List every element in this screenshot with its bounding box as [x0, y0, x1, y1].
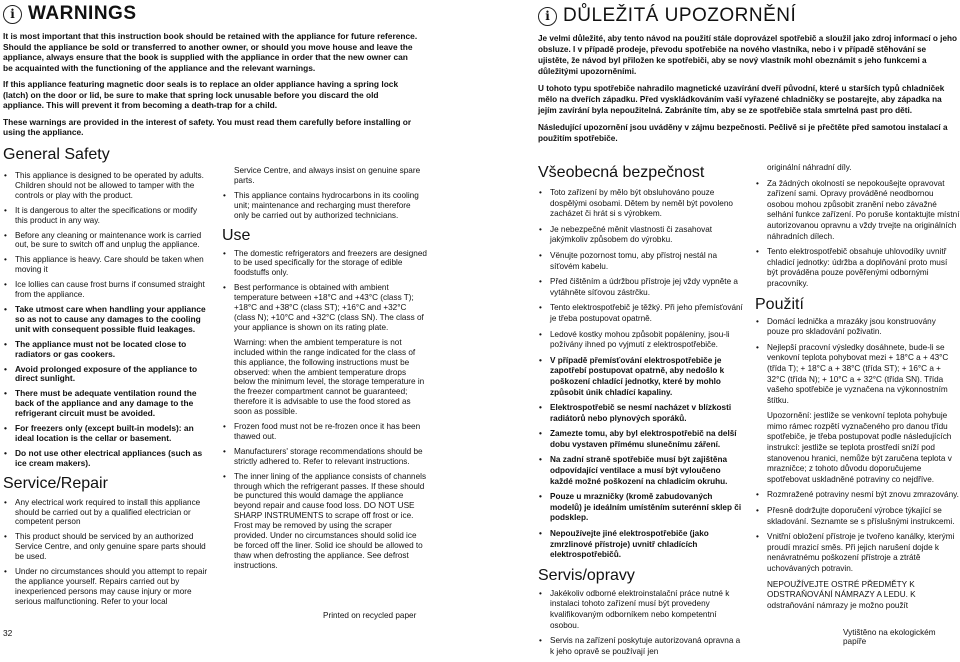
list-item: • Za žádných okolností se nepokoušejte opravovat zařízení sami. Opravy prováděné neodbornou osobou mohou způsobit zranění nebo závažné selhání funkce zařízení. Po poruše kontaktujte místní autorizovanou opravnu a vždy trvejte na originálních náhradních dílech. [755, 179, 960, 243]
list-item: • Zamezte tomu, aby byl elektrospotřebič na delší dobu vystaven přímému slunečnímu záření. [538, 429, 743, 450]
list-item: • For freezers only (except built-in models): an ideal location is the cellar or basement. [3, 424, 208, 444]
right-page [505, 0, 960, 656]
left-column-1 [3, 145, 208, 612]
list-item: • Tento elektrospotřebič obsahuje uhlovodíky uvnitř chladicí jednotky: údržba a doplňování proto musí být prováděna pouze pověřenými odbornými pracovníky. [755, 247, 960, 289]
page-number: 32 [3, 628, 13, 638]
use-heading: Use [222, 226, 251, 244]
use-list [222, 249, 427, 333]
list-item: • It is dangerous to alter the specifications or modify this product in any way. [3, 206, 208, 226]
list-item: • Domácí lednička a mrazáky jsou konstruovány pouze pro skladování poživatin. [755, 317, 960, 338]
use-list-more [222, 422, 427, 571]
list-item: • Avoid prolonged exposure of the appliance to direct sunlight. [3, 365, 208, 385]
continued-text: Service Centre, and always insist on genuine spare parts. [234, 166, 421, 185]
intro-text [3, 31, 418, 144]
list-item: • Pouze u mrazničky (kromě zabudovaných modelů) je ideálním umístěním suterénní sklep či podsklep. [538, 492, 743, 524]
safety-heading-cz: Všeobecná bezpečnost [538, 164, 705, 181]
list-item: • This appliance is heavy. Care should be taken when moving it [3, 255, 208, 275]
list-item: • Servis na zařízení poskytuje autorizovaná opravna a k jeho opravě se používají jen [538, 636, 743, 657]
list-item: • Under no circumstances should you attempt to repair the appliance yourself. Repairs carried out by inexperienced persons may cause injury or more serious malfunctioning. Refer to your local [3, 567, 208, 607]
service-heading: Service/Repair [3, 474, 108, 492]
list-item: • The domestic refrigerators and freezers are designed to be used specifically for the storage of edible foodstuffs only. [222, 249, 427, 279]
caps-paragraph-cz: NEPOUŽÍVEJTE OSTRÉ PŘEDMĚTY K ODSTRAŇOVÁNÍ NÁMRAZY A LEDU. K odstraňování námrazy je možno použít [767, 579, 916, 610]
warning-paragraph-cz: Upozornění: jestliže se venkovní teplota pohybuje mimo rámec rozpětí vyznačeného pro danou třídu spotřebiče, je třeba postupovat podle následujících instrukcí: jestliže se teplota prostředí sníží pod stanovenou hranici, nemůže být zaručena teplota v mrazničce; z tohoto důvodu doporučujeme spotřebovat uskladněné potraviny co nejdříve. [767, 411, 952, 484]
list-item: • Frozen food must not be re-frozen once it has been thawed out. [222, 422, 427, 442]
right-column-1 [538, 163, 743, 662]
list-item: • Take utmost care when handling your appliance so as not to cause any damages to the cooling unit with consequent possible fluid leakages. [3, 305, 208, 335]
list-item: • Before any cleaning or maintenance work is carried out, be sure to switch off and unplug the appliance. [3, 231, 208, 251]
list-item: • Tento elektrospotřebič je těžký. Při jeho přemísťování je třeba postupovat opatrně. [538, 303, 743, 324]
list-item: • This appliance contains hydrocarbons in its cooling unit; maintenance and recharging must therefore only be carried out by authorized technicians. [222, 191, 427, 221]
intro-paragraph: It is most important that this instruction book should be retained with the appliance for future reference. Should the appliance be sold or transferred to another owner, or should you move house and leave the appliance, always ensure that the book is supplied with the appliance in order that the new owner can be acquainted with the functioning of the appliance and the relevant warnings. [3, 31, 418, 73]
left-page [0, 0, 430, 640]
service-heading-cz: Servis/opravy [538, 566, 635, 584]
right-column-2 [755, 163, 960, 616]
list-item: • Je nebezpečné měnit vlastnosti či zasahovat jakýmkoliv způsobem do výrobku. [538, 225, 743, 246]
intro-paragraph: Je velmi důležité, aby tento návod na použití stále doprovázel spotřebič a sloužil jako zdroj informací o jeho obsluze. I v případě prodeje, převodu spotřebiče na nového vlastníka, nebo i v případě stěhování se ujistěte, že návod byl přiložen ke spotřebiči, aby se nový vlastník mohl obeznámit s jeho funkcemi a důležitými upozorněními. [538, 34, 958, 76]
list-item: • Any electrical work required to install this appliance should be carried out by a qualified electrician or competent person [3, 498, 208, 528]
list-item: • Přesně dodržujte doporučení výrobce týkající se skladování. Seznamte se s příslušnými instrukcemi. [755, 506, 960, 527]
list-item: • Do not use other electrical appliances (such as ice cream makers). [3, 449, 208, 469]
list-item: • Před čištěním a údržbou přístroje jej vždy vypněte a vytáhněte síťovou zástrčku. [538, 277, 743, 298]
recycled-note: Printed on recycled paper [323, 611, 417, 620]
service-list-cz-more [755, 179, 960, 290]
intro-paragraph: If this appliance featuring magnetic door seals is to replace an older appliance having a spring lock (latch) on the door or lid, be sure to make that spring lock unusable before you discard the old appliance. This will prevent it from becoming a death-trap for a child. [3, 79, 399, 110]
list-item: • Vnitřní obložení přístroje je tvořeno kanálky, kterými proudí mrazicí směs. Při jejich narušení dojde k nenávratnému poškození přístroje a ztrátě uchovávaných potravin. [755, 532, 960, 574]
list-item: • The appliance must not be located close to radiators or gas cookers. [3, 340, 208, 360]
list-item: • There must be adequate ventilation round the back of the appliance and any damage to the refrigerant circuit must be avoided. [3, 389, 208, 419]
use-list-cz-more [755, 490, 960, 574]
warnings-title: WARNINGS [28, 3, 137, 24]
service-list [3, 498, 208, 607]
list-item: • Nepoužívejte jiné elektrospotřebiče (jako zmrzlinové přístroje) uvnitř chladících elektrospotřebičů. [538, 529, 743, 561]
continued-text: originální náhradní díly. [767, 163, 852, 172]
list-item: • Na zadní straně spotřebiče musí být zajištěna odpovídající ventilace a musí být vyloučeno každé možné poškození na chladicím okruhu. [538, 455, 743, 487]
warnings-header [3, 2, 137, 26]
list-item: • This product should be serviced by an authorized Service Centre, and only genuine spare parts should be used. [3, 532, 208, 562]
intro-paragraph: U tohoto typu spotřebiče nahradilo magnetické uzavírání dveří původní, které u starších typů chladniček mělo na dveřích západku. Před vyskládkováním vaší vyřazené chladničky se postarejte, aby západka na jejím zavírání byla nepoužitelná. Zabráníte tím, aby se ze spotřebiče stala smrtelná past pro děti. [538, 84, 945, 115]
info-icon: i [3, 5, 22, 24]
list-item: • Best performance is obtained with ambient temperature between +18°C and +43°C (class T); +18°C and +38°C (class ST); +16°C and +32°C (class N); +10°C and +32°C (class SN). The class of your appliance is shown on its rating plate. [222, 283, 427, 333]
list-item: • The inner lining of the appliance consists of channels through which the refrigerant passes. If these should be punctured this would damage the appliance beyond repair and cause food loss. DO NOT USE SHARP INSTRUMENTS to scrape off frost or ice. Frost may be removed by using the scraper provided. Under no circumstances should solid ice be forced off the liner. Solid ice should be allowed to thaw when defrosting the appliance. See defrost instructions. [222, 472, 427, 571]
list-item: • Toto zařízení by mělo být obsluhováno pouze dospělými osobami. Dětem by neměl být povoleno zacházet či hrát si s výrobkem. [538, 188, 743, 220]
warnings-title-cz: DŮLEŽITÁ UPOZORNĚNÍ [563, 5, 797, 26]
safety-list-cz [538, 188, 743, 561]
general-safety-list [3, 171, 208, 469]
list-item: • Jakékoliv odborné elektroinstalační práce nutné k instalaci tohoto zařízení musí být provedeny kvalifikovaným odborníkem nebo kompetentní osobou. [538, 589, 743, 631]
info-icon: i [538, 7, 557, 26]
intro-paragraph: These warnings are provided in the interest of safety. You must read them carefully before installing or using the appliance. [3, 116, 412, 137]
list-item: • This appliance is designed to be operated by adults. Children should not be allowed to tamper with the controls or play with the product. [3, 171, 208, 201]
use-heading-cz: Použití [755, 295, 804, 313]
warnings-header-cz [538, 4, 796, 28]
list-item: • Manufacturers' storage recommendations should be strictly adhered to. Refer to relevant instructions. [222, 447, 427, 467]
list-item: • Rozmražené potraviny nesmí být znovu zmrazovány. [755, 490, 960, 501]
left-column-2 [222, 166, 427, 576]
list-item: • Elektrospotřebič se nesmí nacházet v blízkosti radiátorů nebo plynových sporáků. [538, 403, 743, 424]
list-item: • V případě přemísťování elektrospotřebiče je zapotřebí postupovat opatrně, aby nedošlo k poškození chladící jednotky, které by mohlo způsobit únik chladící kapaliny. [538, 356, 743, 398]
list-item: • Vënujte pozornost tomu, aby přístroj nestál na síťovém kabelu. [538, 251, 743, 272]
intro-text-cz [538, 33, 958, 150]
general-safety-heading: General Safety [3, 146, 110, 163]
footer-note-cz: Vytištěno na ekologickém papíře [843, 628, 936, 646]
list-item: • Ice lollies can cause frost burns if consumed straight from the appliance. [3, 280, 208, 300]
intro-paragraph: Následující upozornění jsou uváděny v zájmu bezpečnosti. Pečlivě si je přečtěte před samotou instalací a použitím spotřebiče. [538, 123, 948, 143]
list-item: • Ledové kostky mohou způsobit popáleniny, jsou-li požívány ihned po vyjmutí z elektrospotřebiče. [538, 330, 743, 351]
list-item: • Nejlepší pracovní výsledky dosáhnete, bude-li se venkovní teplota pohybovat mezi + 18°C a + 43°C (třída T); + 18°C a + 38°C (třída ST); + 16°C a + 32°C (třída N); + 10°C a + 32°C (třída SN). Třída vašeho spotřebiče je vyznačena na výkonnostním štítku. [755, 343, 960, 407]
service-list-cz [538, 589, 743, 658]
hydrocarbon-list [222, 191, 427, 221]
use-list-cz [755, 317, 960, 407]
warning-paragraph: Warning: when the ambient temperature is not included within the range indicated for the class of this appliance, the following instructions must be observed: when the ambient temperature drops below the minimum level, the storage temperature in the freezer compartment cannot be guaranteed; therefore it is advisable to use the food stored as soon as possible. [234, 337, 425, 417]
